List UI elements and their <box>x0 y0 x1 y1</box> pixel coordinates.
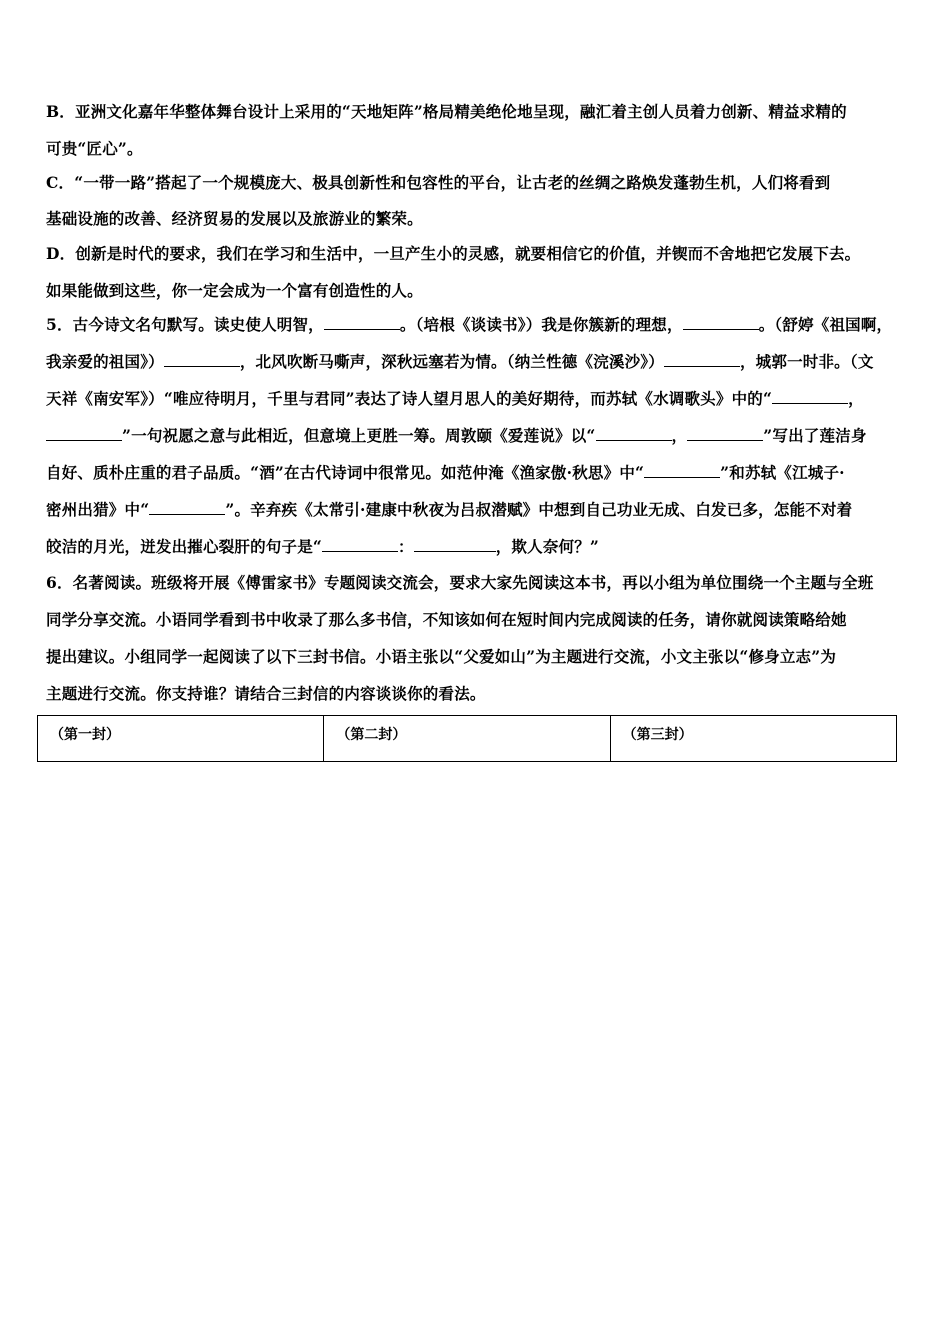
answer-blank[interactable] <box>324 315 400 330</box>
q5-text: ， <box>848 389 864 408</box>
option-c-line-1: C．“一带一路”搭起了一个规模庞大、极具创新性和包容性的平台，让古老的丝绸之路焕发蓬勃生机，人们将看到 <box>46 173 831 192</box>
q5-text: 。（舒婷《祖国啊， <box>758 315 893 334</box>
option-d-line-2: 如果能做到这些，你一定会成为一个富有创造性的人。 <box>46 281 423 300</box>
answer-blank[interactable] <box>322 537 398 552</box>
q5-text: 我亲爱的祖国》） <box>46 352 164 371</box>
q5-text: 。（培根《谈读书》）我是你簇新的理想， <box>399 315 683 334</box>
q5-text: ”。辛弃疾《太常引·建康中秋夜为吕叔潜赋》中想到自己功业无成、白发已多，怎能不对着 <box>225 500 853 519</box>
q5-text: 密州出猎》中“ <box>46 500 150 519</box>
answer-blank[interactable] <box>164 352 240 367</box>
q5-text: 自好、质朴庄重的君子品质。“酒”在古代诗词中很常见。如范仲淹《渔家傲·秋思》中“ <box>46 463 645 482</box>
q5-text: ”一句祝愿之意与此相近，但意境上更胜一筹。周敦颐《爱莲说》以“ <box>122 426 596 445</box>
q5-text: ”和苏轼《江城子· <box>720 463 845 482</box>
question5-line-3 <box>46 389 916 409</box>
table-header-cell: （第三封） <box>610 716 896 762</box>
question5-line-4 <box>46 426 916 446</box>
answer-blank[interactable] <box>687 426 763 441</box>
table-header-cell: （第二封） <box>324 716 610 762</box>
answer-blank[interactable] <box>772 389 848 404</box>
answer-blank[interactable] <box>149 500 225 515</box>
option-d-line-1: D．创新是时代的要求，我们在学习和生活中，一旦产生小的灵感，就要相信它的价值，并锲而不舍地把它发展下去。 <box>46 244 861 263</box>
q5-text: 皎洁的月光，迸发出摧心裂肝的句子是“ <box>46 537 323 556</box>
table-row <box>38 716 897 762</box>
answer-blank[interactable] <box>596 426 672 441</box>
answer-blank[interactable] <box>664 352 740 367</box>
letters-table <box>37 715 897 762</box>
answer-blank[interactable] <box>683 315 759 330</box>
option-b-line-2: 可贵“匠心”。 <box>46 139 143 158</box>
question5-line-5 <box>46 463 916 483</box>
q5-text: 天祥《南安军》）“唯应待明月，千里与君同”表达了诗人望月思人的美好期待，而苏轼《水调歌头》中的“ <box>46 389 773 408</box>
option-c-line-2: 基础设施的改善、经济贸易的发展以及旅游业的繁荣。 <box>46 209 423 228</box>
q5-text: ，欺人奈何？” <box>495 537 600 556</box>
question5-line-6 <box>46 500 916 520</box>
q5-text: ， <box>671 426 688 445</box>
q5-text: ： <box>398 537 414 556</box>
question5-line-7 <box>46 537 916 557</box>
question6-line-3: 提出建议。小组同学一起阅读了以下三封书信。小语主张以“父爱如山”为主题进行交流，小文主张以“修身立志”为 <box>46 647 837 666</box>
q5-text: ”写出了莲洁身 <box>763 426 867 445</box>
q5-text: ，北风吹断马嘶声，深秋远塞若为情。（纳兰性德《浣溪沙》） <box>239 352 664 371</box>
question6-line-4: 主题进行交流。你支持谁？请结合三封信的内容谈谈你的看法。 <box>46 684 486 703</box>
question6-line-1: 6．名著阅读。班级将开展《傅雷家书》专题阅读交流会，要求大家先阅读这本书，再以小组为单位围绕一个主题与全班 <box>46 573 874 592</box>
q5-text: 5．古今诗文名句默写。读史使人明智， <box>46 315 324 334</box>
answer-blank[interactable] <box>414 537 496 552</box>
question5-line-1 <box>46 315 916 335</box>
table-header-cell: （第一封） <box>38 716 324 762</box>
answer-blank[interactable] <box>46 426 122 441</box>
question5-line-2 <box>46 352 916 372</box>
answer-blank[interactable] <box>644 463 720 478</box>
question6-line-2: 同学分享交流。小语同学看到书中收录了那么多书信，不知该如何在短时间内完成阅读的任务，请你就阅读策略给她 <box>46 610 847 629</box>
q5-text: ，城郭一时非。（文 <box>739 352 874 371</box>
option-b-line-1: B．亚洲文化嘉年华整体舞台设计上采用的“天地矩阵”格局精美绝伦地呈现，融汇着主创人员着力创新、精益求精的 <box>46 102 847 121</box>
